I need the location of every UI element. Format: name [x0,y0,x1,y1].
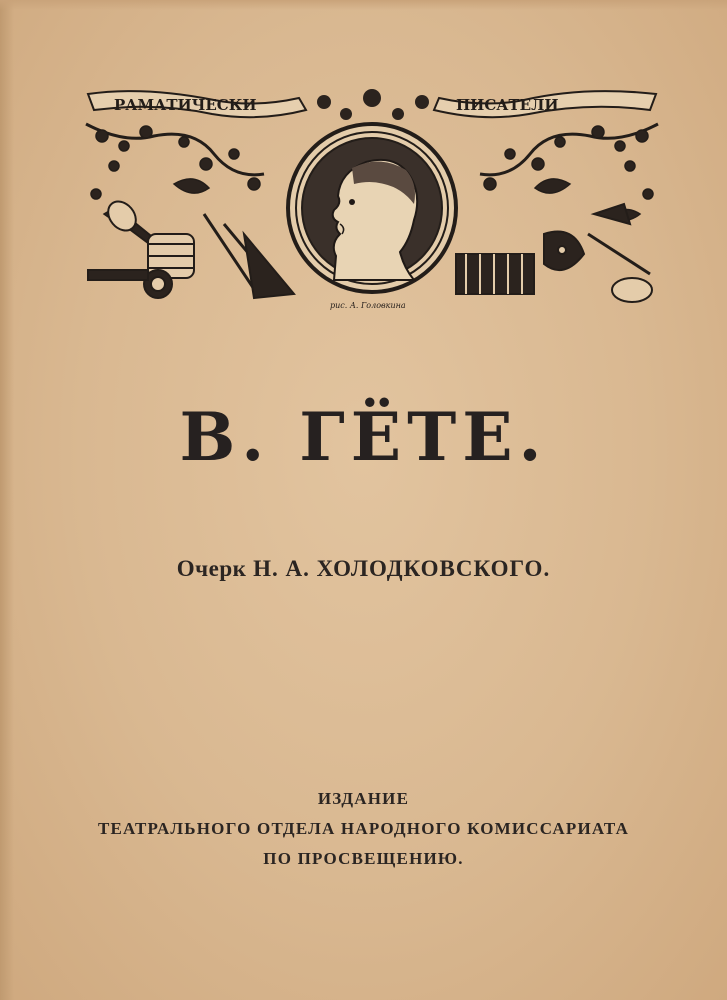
publisher-line-3: ПО ПРОСВЕЩЕНИЮ. [263,849,464,868]
publisher-line-1: ИЗДАНИЕ [317,789,410,808]
author-name: Н. А. ХОЛОДКОВСКОГО. [253,556,551,581]
subtitle [0,556,727,582]
vignette-illustration [84,84,660,314]
engraved-vignette [84,84,660,314]
subtitle-prefix: Очерк [176,556,247,581]
banner-right-text: ПИСАТЕЛИ [456,96,559,114]
paper-edge-top [0,0,727,10]
publisher-block [0,784,727,874]
artist-signature: рис. А. Головкина [330,301,406,310]
publisher-line-2: ТЕАТРАЛЬНОГО ОТДЕЛА НАРОДНОГО КОМИССАРИАТА [97,819,630,838]
book-title: В. ГЁТЕ. [179,398,548,476]
banner-left-text: РАМАТИЧЕСКИ [114,96,257,114]
